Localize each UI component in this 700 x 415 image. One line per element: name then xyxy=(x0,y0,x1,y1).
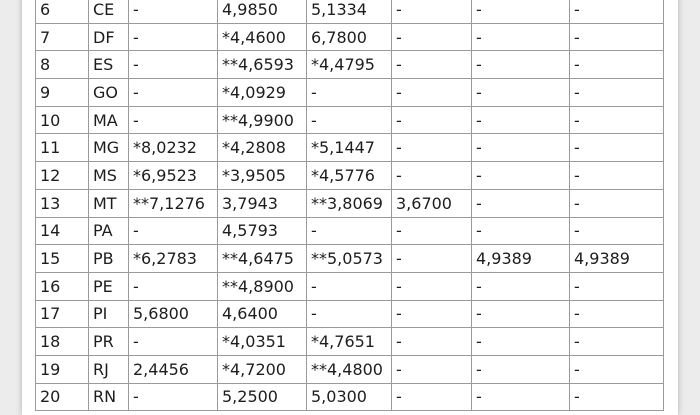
value-col-5-cell: - xyxy=(472,217,570,245)
state-code-cell: ES xyxy=(89,51,129,79)
value-col-6-cell: - xyxy=(570,162,664,190)
value-col-2-cell: *4,0351 xyxy=(218,328,307,356)
row-number-cell: 7 xyxy=(36,23,89,51)
value-col-5-cell: - xyxy=(472,162,570,190)
value-col-3-cell: **3,8069 xyxy=(307,189,392,217)
value-col-5-cell: - xyxy=(472,272,570,300)
state-code-cell: PR xyxy=(89,328,129,356)
value-col-1-cell: - xyxy=(129,51,218,79)
row-number-cell: 17 xyxy=(36,300,89,328)
value-col-2-cell: 4,5793 xyxy=(218,217,307,245)
state-code-cell: MG xyxy=(89,134,129,162)
value-col-6-cell: - xyxy=(570,106,664,134)
table-row xyxy=(36,51,664,79)
table-row xyxy=(36,189,664,217)
value-col-2-cell: *4,7200 xyxy=(218,355,307,383)
value-col-6-cell: - xyxy=(570,300,664,328)
state-code-cell: MS xyxy=(89,162,129,190)
value-col-6-cell: - xyxy=(570,217,664,245)
table-row xyxy=(36,79,664,107)
value-col-5-cell: - xyxy=(472,51,570,79)
value-col-2-cell: **4,6475 xyxy=(218,245,307,273)
table-row xyxy=(36,23,664,51)
value-col-1-cell: 5,6800 xyxy=(129,300,218,328)
value-col-3-cell: *4,4795 xyxy=(307,51,392,79)
state-code-cell: RN xyxy=(89,383,129,411)
value-col-3-cell: 5,1334 xyxy=(307,0,392,23)
value-col-1-cell: 2,4456 xyxy=(129,355,218,383)
value-col-5-cell: - xyxy=(472,106,570,134)
state-code-cell: GO xyxy=(89,79,129,107)
row-number-cell: 10 xyxy=(36,106,89,134)
table-row xyxy=(36,0,664,23)
value-col-4-cell: - xyxy=(392,134,472,162)
row-number-cell: 14 xyxy=(36,217,89,245)
document-page xyxy=(22,0,678,415)
state-code-cell: RJ xyxy=(89,355,129,383)
state-code-cell: MA xyxy=(89,106,129,134)
value-col-3-cell: - xyxy=(307,272,392,300)
value-col-2-cell: *3,9505 xyxy=(218,162,307,190)
table-row xyxy=(36,272,664,300)
value-col-5-cell: - xyxy=(472,355,570,383)
table-row xyxy=(36,162,664,190)
value-col-4-cell: - xyxy=(392,217,472,245)
state-code-cell: PE xyxy=(89,272,129,300)
value-col-2-cell: **4,9900 xyxy=(218,106,307,134)
row-number-cell: 20 xyxy=(36,383,89,411)
value-col-5-cell: - xyxy=(472,328,570,356)
value-col-2-cell: *4,2808 xyxy=(218,134,307,162)
value-col-6-cell: - xyxy=(570,355,664,383)
value-col-2-cell: 5,2500 xyxy=(218,383,307,411)
value-col-5-cell: - xyxy=(472,23,570,51)
value-col-4-cell: - xyxy=(392,300,472,328)
value-col-4-cell: - xyxy=(392,383,472,411)
row-number-cell: 11 xyxy=(36,134,89,162)
row-number-cell: 6 xyxy=(36,0,89,23)
value-col-6-cell: - xyxy=(570,51,664,79)
value-col-6-cell: - xyxy=(570,134,664,162)
value-col-3-cell: *4,7651 xyxy=(307,328,392,356)
row-number-cell: 15 xyxy=(36,245,89,273)
value-col-6-cell: - xyxy=(570,328,664,356)
value-col-3-cell: - xyxy=(307,300,392,328)
value-col-3-cell: *4,5776 xyxy=(307,162,392,190)
value-col-6-cell: 4,9389 xyxy=(570,245,664,273)
value-col-2-cell: **4,8900 xyxy=(218,272,307,300)
value-col-2-cell: 4,6400 xyxy=(218,300,307,328)
value-col-6-cell: - xyxy=(570,272,664,300)
value-col-4-cell: - xyxy=(392,328,472,356)
table-body xyxy=(36,0,664,411)
table-row xyxy=(36,245,664,273)
value-col-3-cell: *5,1447 xyxy=(307,134,392,162)
state-code-cell: CE xyxy=(89,0,129,23)
value-col-4-cell: - xyxy=(392,23,472,51)
row-number-cell: 8 xyxy=(36,51,89,79)
table-row xyxy=(36,383,664,411)
table-row xyxy=(36,134,664,162)
table-row xyxy=(36,300,664,328)
row-number-cell: 13 xyxy=(36,189,89,217)
row-number-cell: 16 xyxy=(36,272,89,300)
value-col-3-cell: - xyxy=(307,217,392,245)
value-col-2-cell: *4,0929 xyxy=(218,79,307,107)
row-number-cell: 9 xyxy=(36,79,89,107)
value-col-2-cell: 4,9850 xyxy=(218,0,307,23)
state-code-cell: MT xyxy=(89,189,129,217)
table-row xyxy=(36,106,664,134)
value-col-1-cell: - xyxy=(129,23,218,51)
value-col-4-cell: - xyxy=(392,0,472,23)
state-code-cell: PI xyxy=(89,300,129,328)
value-col-3-cell: **4,4800 xyxy=(307,355,392,383)
value-col-4-cell: - xyxy=(392,272,472,300)
value-col-1-cell: *8,0232 xyxy=(129,134,218,162)
value-col-5-cell: - xyxy=(472,383,570,411)
row-number-cell: 18 xyxy=(36,328,89,356)
value-col-1-cell: - xyxy=(129,272,218,300)
value-col-6-cell: - xyxy=(570,79,664,107)
value-col-1-cell: *6,9523 xyxy=(129,162,218,190)
value-col-5-cell: - xyxy=(472,79,570,107)
value-col-1-cell: - xyxy=(129,0,218,23)
table-row xyxy=(36,328,664,356)
value-col-3-cell: - xyxy=(307,79,392,107)
value-col-3-cell: **5,0573 xyxy=(307,245,392,273)
value-col-6-cell: - xyxy=(570,0,664,23)
value-col-2-cell: *4,4600 xyxy=(218,23,307,51)
value-col-3-cell: 6,7800 xyxy=(307,23,392,51)
value-col-1-cell: - xyxy=(129,106,218,134)
row-number-cell: 19 xyxy=(36,355,89,383)
value-col-1-cell: *6,2783 xyxy=(129,245,218,273)
value-col-4-cell: - xyxy=(392,162,472,190)
value-col-3-cell: 5,0300 xyxy=(307,383,392,411)
value-col-4-cell: - xyxy=(392,106,472,134)
value-col-6-cell: - xyxy=(570,383,664,411)
value-col-5-cell: - xyxy=(472,134,570,162)
value-col-3-cell: - xyxy=(307,106,392,134)
value-col-4-cell: - xyxy=(392,355,472,383)
value-col-4-cell: - xyxy=(392,79,472,107)
value-col-2-cell: 3,7943 xyxy=(218,189,307,217)
value-col-2-cell: **4,6593 xyxy=(218,51,307,79)
value-col-4-cell: - xyxy=(392,245,472,273)
value-col-4-cell: - xyxy=(392,51,472,79)
value-col-6-cell: - xyxy=(570,189,664,217)
table-row xyxy=(36,355,664,383)
value-col-5-cell: 4,9389 xyxy=(472,245,570,273)
value-col-4-cell: 3,6700 xyxy=(392,189,472,217)
value-col-5-cell: - xyxy=(472,189,570,217)
row-number-cell: 12 xyxy=(36,162,89,190)
price-table xyxy=(35,0,664,411)
table-row xyxy=(36,217,664,245)
value-col-1-cell: **7,1276 xyxy=(129,189,218,217)
state-code-cell: PA xyxy=(89,217,129,245)
value-col-5-cell: - xyxy=(472,300,570,328)
value-col-1-cell: - xyxy=(129,383,218,411)
state-code-cell: DF xyxy=(89,23,129,51)
value-col-1-cell: - xyxy=(129,217,218,245)
value-col-1-cell: - xyxy=(129,328,218,356)
value-col-6-cell: - xyxy=(570,23,664,51)
value-col-1-cell: - xyxy=(129,79,218,107)
value-col-5-cell: - xyxy=(472,0,570,23)
state-code-cell: PB xyxy=(89,245,129,273)
